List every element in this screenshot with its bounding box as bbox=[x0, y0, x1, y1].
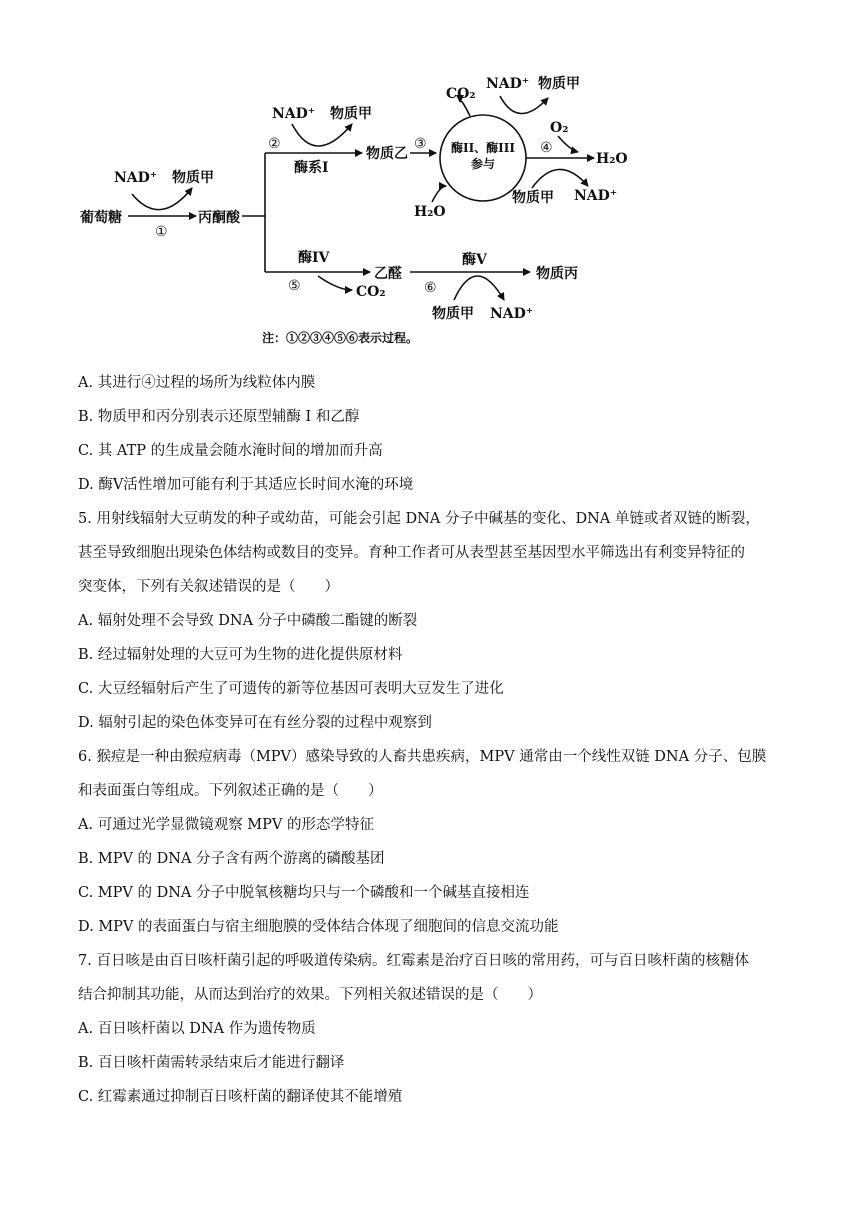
label-nad-4: NAD⁺ bbox=[574, 188, 618, 204]
option-5a: A. 辐射处理不会导致 DNA 分子中磷酸二酯键的断裂 bbox=[78, 613, 418, 629]
label-o2: O₂ bbox=[550, 120, 569, 136]
label-acetaldehyde: 乙醛 bbox=[374, 266, 402, 282]
label-glucose: 葡萄糖 bbox=[80, 210, 122, 226]
label-bing: 物质丙 bbox=[536, 266, 578, 282]
label-nad-2: NAD⁺ bbox=[272, 106, 316, 122]
label-step-6: ⑥ bbox=[424, 280, 437, 296]
label-nad-3: NAD⁺ bbox=[486, 76, 530, 92]
label-nad-5: NAD⁺ bbox=[490, 306, 534, 322]
label-jia-1: 物质甲 bbox=[172, 170, 214, 186]
label-yi: 物质乙 bbox=[366, 146, 408, 162]
option-5c: C. 大豆经辐射后产生了可遗传的新等位基因可表明大豆发生了进化 bbox=[78, 681, 504, 697]
option-4b: B. 物质甲和丙分别表示还原型辅酶 I 和乙醇 bbox=[78, 409, 360, 425]
option-6c: C. MPV 的 DNA 分子中脱氧核糖均只与一个磷酸和一个碱基直接相连 bbox=[78, 885, 530, 901]
label-cycle-line2: 参与 bbox=[470, 157, 496, 171]
option-6d: D. MPV 的表面蛋白与宿主细胞膜的受体结合体现了细胞间的信息交流功能 bbox=[78, 919, 559, 935]
curve-arrow-1 bbox=[132, 188, 192, 210]
label-nad-1: NAD⁺ bbox=[114, 170, 158, 186]
question-7-line-2: 结合抑制其功能，从而达到治疗的效果。下列相关叙述错误的是（ ） bbox=[78, 987, 542, 1003]
co2-out-arrow bbox=[460, 101, 470, 116]
label-jia-5: 物质甲 bbox=[432, 306, 474, 322]
label-pyruvate: 丙酮酸 bbox=[198, 210, 240, 226]
option-7a: A. 百日咳杆菌以 DNA 作为遗传物质 bbox=[78, 1021, 316, 1037]
question-5-line-1: 5. 用射线辐射大豆萌发的种子或幼苗，可能会引起 DNA 分子中碱基的变化、DNA 单链或者双链的断裂， bbox=[78, 511, 760, 527]
diagram-note: 注：①②③④⑤⑥表示过程。 bbox=[262, 331, 419, 345]
option-5d: D. 辐射引起的染色体变异可在有丝分裂的过程中观察到 bbox=[78, 715, 432, 731]
option-6a: A. 可通过光学显微镜观察 MPV 的形态学特征 bbox=[78, 817, 374, 833]
curve-arrow-cycle bbox=[500, 96, 548, 114]
option-6b: B. MPV 的 DNA 分子含有两个游离的磷酸基团 bbox=[78, 851, 385, 867]
h2o-in-arrow bbox=[432, 186, 446, 202]
question-7-line-1: 7. 百日咳是由百日咳杆菌引起的呼吸道传染病。红霉素是治疗百日咳的常用药，可与百日咳杆菌的核糖体 bbox=[78, 953, 749, 969]
option-4a: A. 其进行④过程的场所为线粒体内膜 bbox=[78, 375, 316, 391]
option-5b: B. 经过辐射处理的大豆可为生物的进化提供原材料 bbox=[78, 647, 403, 663]
label-enzyme-5: 酶V bbox=[462, 252, 487, 268]
question-5-line-2: 甚至导致细胞出现染色体结构或数目的变异。育种工作者可从表型甚至基因型水平筛选出有利变异特征的 bbox=[78, 545, 745, 561]
option-7b: B. 百日咳杆菌需转录结束后才能进行翻译 bbox=[78, 1055, 345, 1071]
label-step-3: ③ bbox=[414, 136, 427, 152]
question-6-line-2: 和表面蛋白等组成。下列叙述正确的是（ ） bbox=[78, 783, 383, 799]
label-jia-4: 物质甲 bbox=[512, 190, 554, 206]
label-co2-1: CO₂ bbox=[446, 86, 476, 102]
label-step-5: ⑤ bbox=[288, 278, 301, 294]
o2-in-arrow bbox=[558, 136, 578, 152]
label-enzyme-1: 酶系I bbox=[294, 160, 329, 176]
curve-arrow-6 bbox=[454, 276, 504, 300]
respiration-diagram-svg bbox=[0, 0, 860, 352]
label-enzyme-4: 酶IV bbox=[298, 250, 330, 266]
label-step-2: ② bbox=[268, 136, 281, 152]
label-step-4: ④ bbox=[540, 140, 553, 156]
respiration-diagram bbox=[0, 0, 860, 352]
co2-release-arrow bbox=[318, 276, 352, 290]
label-h2o-in: H₂O bbox=[414, 204, 446, 220]
label-h2o-out: H₂O bbox=[596, 151, 628, 167]
option-4d: D. 酶Ⅴ活性增加可能有利于其适应长时间水淹的环境 bbox=[78, 477, 414, 493]
question-text bbox=[78, 366, 790, 1114]
label-cycle-line1: 酶II、酶III bbox=[450, 141, 516, 155]
label-co2-2: CO₂ bbox=[356, 284, 386, 300]
option-4c: C. 其 ATP 的生成量会随水淹时间的增加而升高 bbox=[78, 443, 383, 459]
label-step-1: ① bbox=[155, 224, 168, 240]
label-jia-3: 物质甲 bbox=[538, 76, 580, 92]
curve-arrow-4 bbox=[532, 169, 588, 188]
curve-arrow-2 bbox=[292, 124, 352, 146]
option-7c: C. 红霉素通过抑制百日咳杆菌的翻译使其不能增殖 bbox=[78, 1089, 403, 1105]
question-6-line-1: 6. 猴痘是一种由猴痘病毒（MPV）感染导致的人畜共患疾病，MPV 通常由一个线性双链 DNA 分子、包膜 bbox=[78, 749, 767, 765]
question-5-line-3: 突变体，下列有关叙述错误的是（ ） bbox=[78, 579, 339, 595]
label-jia-2: 物质甲 bbox=[330, 106, 372, 122]
